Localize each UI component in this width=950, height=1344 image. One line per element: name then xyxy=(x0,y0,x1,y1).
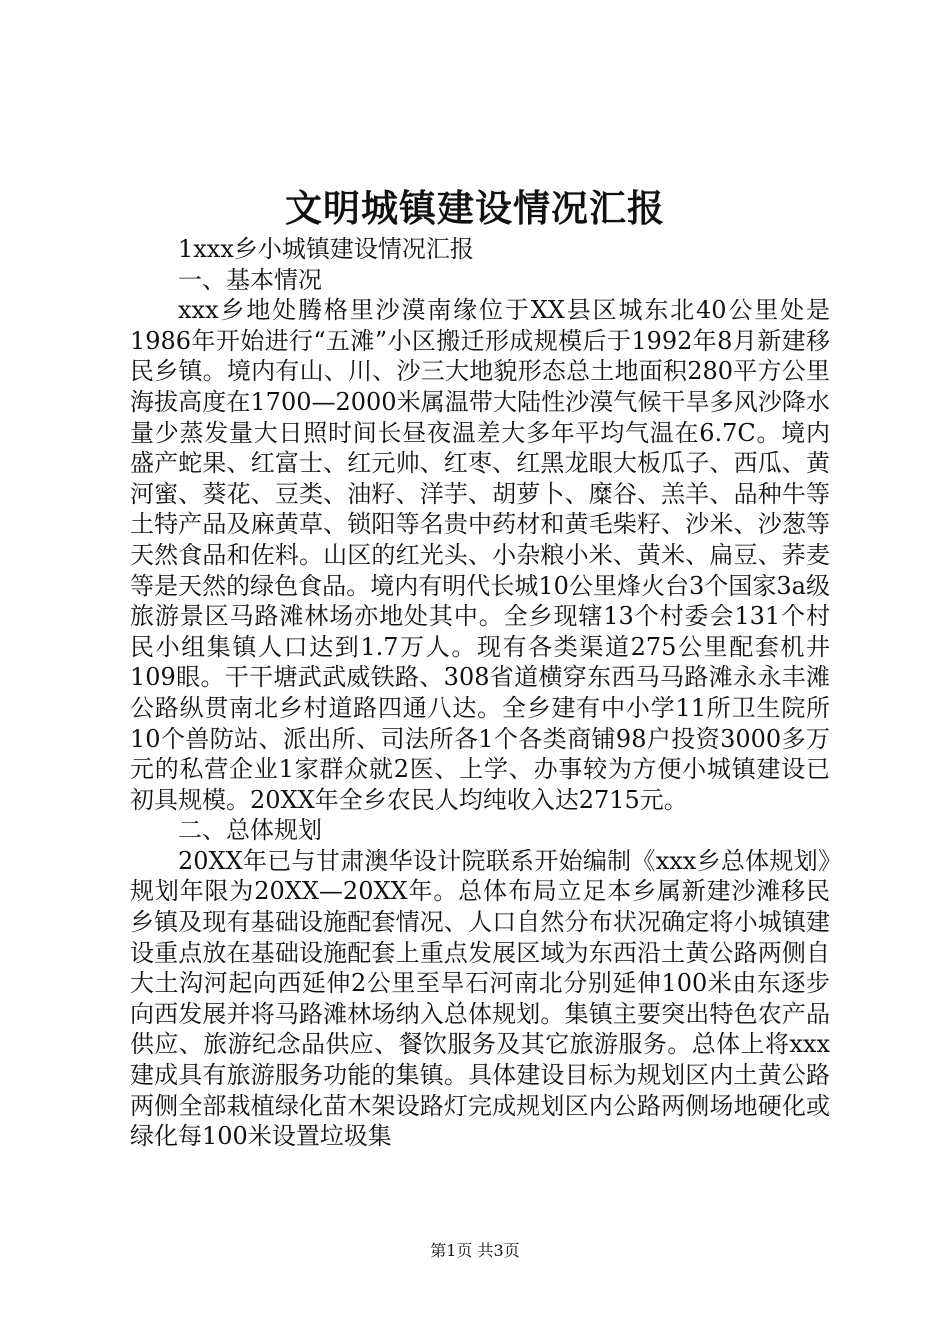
section-paragraph-planning: 20XX年已与甘肃澳华设计院联系开始编制《xxx乡总体规划》规划年限为20XX—20XX年。总体布局立足本乡属新建沙滩移民乡镇及现有基础设施配套情况、人口自然分布状况确定将小城镇建设重点放在基础设施配套上重点发展区域为东西沿土黄公路两侧自大土沟河起向西延伸2公里至旱石河南北分别延伸100米由东逐步向西发展并将马路滩林场纳入总体规划。集镇主要突出特色农产品供应、旅游纪念品供应、餐饮服务及其它旅游服务。总体上将xxx建成具有旅游服务功能的集镇。具体建设目标为规划区内土黄公路两侧全部栽植绿化苗木架设路灯完成规划区内公路两侧场地硬化或绿化每100米设置垃圾集 xyxy=(130,846,830,1151)
document-body xyxy=(130,234,830,1152)
document-subtitle: 1xxx乡小城镇建设情况汇报 xyxy=(178,235,474,263)
page-footer: 第1页 共3页 xyxy=(430,1241,520,1260)
section-paragraph-basic: xxx乡地处腾格里沙漠南缘位于XX县区城东北40公里处是1986年开始进行“五滩”小区搬迁形成规模后于1992年8月新建移民乡镇。境内有山、川、沙三大地貌形态总土地面积280平方公里海拔高度在1700—2000米属温带大陆性沙漠气候干旱多风沙降水量少蒸发量大日照时间长昼夜温差大多年平均气温在6.7C。境内盛产蛇果、红富士、红元帅、红枣、红黑龙眼大板瓜子、西瓜、黄河蜜、葵花、豆类、油籽、洋芋、胡萝卜、糜谷、羔羊、品种牛等土特产品及麻黄草、锁阳等名贵中药材和黄毛柴籽、沙米、沙葱等天然食品和佐料。山区的红光头、小杂粮小米、黄米、扁豆、荞麦等是天然的绿色食品。境内有明代长城10公里烽火台3个国家3a级旅游景区马路滩林场亦地处其中。全乡现辖13个村委会131个村民小组集镇人口达到1.7万人。现有各类渠道275公里配套机井109眼。干干塘武武威铁路、308省道横穿东西马马路滩永永丰滩公路纵贯南北乡村道路四通八达。全乡建有中小学11所卫生院所10个兽防站、派出所、司法所各1个各类商铺98户投资3000多万元的私营企业1家群众就2医、上学、办事较为方便小城镇建设已初具规模。20XX年全乡农民人均纯收入达2715元。 xyxy=(130,296,830,814)
document-title: 文明城镇建设情况汇报 xyxy=(285,186,665,230)
section-heading-basic: 一、基本情况 xyxy=(178,265,322,294)
section-heading-planning: 二、总体规划 xyxy=(178,816,322,845)
